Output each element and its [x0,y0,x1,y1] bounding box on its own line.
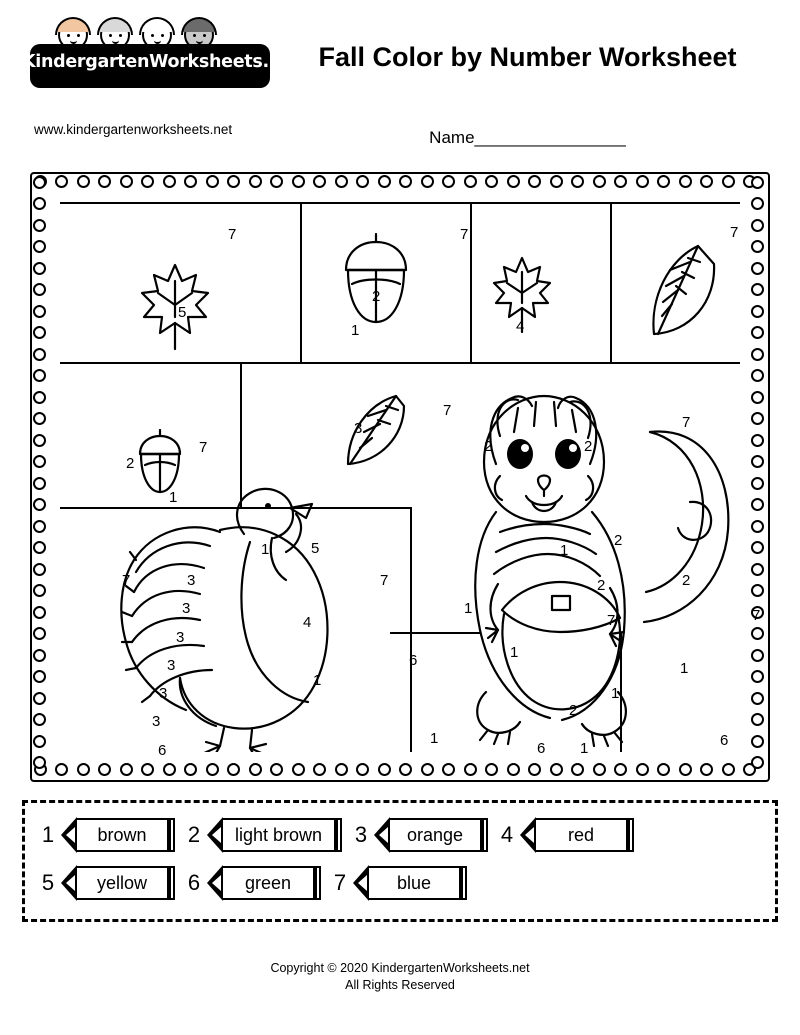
scallop-dot [657,175,670,188]
scallop-dot [751,283,764,296]
scallop-dot [751,541,764,554]
scallop-dot [399,763,412,776]
scallop-dot [313,763,326,776]
legend-number: 7 [333,870,347,895]
scallop-dot [98,175,111,188]
legend-crayon-6 [181,865,321,901]
region-number: 1 [560,542,569,559]
scallop-dot [356,175,369,188]
region-number: 4 [516,318,525,335]
region-number: 7 [607,612,616,629]
scallop-dot [141,175,154,188]
scallop-dot [33,391,46,404]
crayon-tip-icon [353,865,369,901]
region-number: 1 [510,644,519,661]
region-number: 1 [430,730,439,747]
region-number: 1 [351,322,360,339]
crayon-ridges [626,818,634,852]
name-blank[interactable]: ________________ [474,128,626,147]
scallop-dot [33,563,46,576]
crayon-ridges [167,818,175,852]
scallop-dot [700,175,713,188]
scallop-dot [657,763,670,776]
scallop-dot [614,175,627,188]
crayon-tip-icon [374,817,390,853]
region-number: 2 [614,532,623,549]
scallop-dot [751,692,764,705]
scallop-dot [571,175,584,188]
scallop-dot [571,763,584,776]
coloring-area [30,172,770,782]
region-number: 6 [537,740,546,757]
region-number: 7 [752,607,761,624]
scallop-dot [751,434,764,447]
legend-color-name: red [536,818,628,852]
region-number: 7 [228,226,237,243]
scallop-dot [33,219,46,232]
region-number: 3 [159,685,168,702]
region-number: 1 [580,740,589,757]
crayon-tip-inner [212,827,221,843]
region-number: 7 [443,402,452,419]
scallop-dot [751,713,764,726]
region-number: 6 [158,742,167,759]
region-number: 3 [354,420,363,437]
legend-crayon-2 [181,817,342,853]
scallop-dot [700,763,713,776]
fall-illustration [60,202,740,752]
region-number: 3 [152,713,161,730]
crayon-icon [61,865,175,901]
region-number: 7 [122,572,131,589]
region-number: 1 [313,672,322,689]
scallop-dot [751,563,764,576]
crayon-icon [207,817,342,853]
scallop-dot [120,175,133,188]
scallop-dot [227,175,240,188]
scallop-dot [184,175,197,188]
scallop-dot [33,756,46,769]
scallop-dot [270,175,283,188]
scallop-dot [751,670,764,683]
scallop-dot [593,175,606,188]
legend-color-name: yellow [77,866,169,900]
scallop-dot [751,369,764,382]
scallop-dot [464,175,477,188]
region-number: 2 [126,455,135,472]
crayon-icon [353,865,467,901]
crayon-icon [520,817,634,853]
scallop-dot [206,763,219,776]
legend-color-name: green [223,866,315,900]
scallop-dot [421,175,434,188]
scallop-dot [33,240,46,253]
scallop-dot [33,627,46,640]
scallop-dot [33,649,46,662]
scallop-dot [313,175,326,188]
scallop-dot [485,763,498,776]
crayon-icon [61,817,175,853]
scallop-dot [120,763,133,776]
color-key-legend [22,800,778,922]
region-number: 7 [460,226,469,243]
region-number: 5 [311,540,320,557]
scallop-dot [141,763,154,776]
scallop-dot [33,713,46,726]
scallop-dot [249,175,262,188]
scallop-dot [206,175,219,188]
scallop-dot [550,175,563,188]
legend-crayon-5 [35,865,175,901]
legend-number: 1 [41,822,55,847]
scallop-dot [751,240,764,253]
region-number: 7 [380,572,389,589]
legend-crayon-3 [348,817,488,853]
region-number: 7 [199,439,208,456]
scallop-dot [751,498,764,511]
scallop-dot [528,175,541,188]
logo-badge [22,18,301,96]
scallop-dot [33,670,46,683]
scallop-dot [507,175,520,188]
scallop-dot [33,455,46,468]
scallop-dot [33,477,46,490]
scallop-dot [356,763,369,776]
scallop-dot [227,763,240,776]
scallop-dot [184,763,197,776]
crayon-tip-icon [61,817,77,853]
scallop-dot [751,756,764,769]
scallop-dot [751,305,764,318]
scallop-dot [249,763,262,776]
scallop-dot [399,175,412,188]
legend-color-name: blue [369,866,461,900]
region-number: 1 [611,685,620,702]
region-number: 3 [187,572,196,589]
scallop-dot [270,763,283,776]
scallop-dot [751,262,764,275]
crayon-tip-inner [66,875,75,891]
scallop-dot [528,763,541,776]
copyright-text: Copyright © 2020 KindergartenWorksheets.net [270,961,530,975]
scallop-dot [751,197,764,210]
scallop-dot [679,763,692,776]
scallop-dot [55,175,68,188]
scallop-dot [751,326,764,339]
crayon-tip-inner [379,827,388,843]
legend-number: 2 [187,822,201,847]
scallop-dot [77,763,90,776]
crayon-ridge [484,818,488,852]
region-number: 2 [584,438,593,455]
scallop-dot [335,763,348,776]
scallop-dot [421,763,434,776]
legend-number: 5 [41,870,55,895]
scallop-dot [751,412,764,425]
scallop-dot [33,584,46,597]
region-number: 6 [409,652,418,669]
legend-row [35,811,765,859]
scallop-dot [163,763,176,776]
region-number: 3 [167,657,176,674]
scallop-dot [442,763,455,776]
page-header [0,0,800,165]
crayon-tip-inner [212,875,221,891]
scallop-dot [442,175,455,188]
scallop-dot [751,735,764,748]
scallop-dot [593,763,606,776]
crayon-ridge [171,818,175,852]
scallop-dot [33,262,46,275]
page-title: Fall Color by Number Worksheet [318,42,737,72]
scallop-dot [751,584,764,597]
region-number: 2 [569,702,578,719]
scallop-dot [33,348,46,361]
scallop-dot [751,477,764,490]
scallop-dot [292,175,305,188]
legend-row [35,859,765,907]
scallop-dot [378,763,391,776]
crayon-ridges [334,818,342,852]
scallop-dot [550,763,563,776]
scallop-dot [751,391,764,404]
region-number: 1 [680,660,689,677]
scallop-dot [722,175,735,188]
site-url: www.kindergartenworksheets.net [34,122,233,137]
scallop-dot [33,735,46,748]
legend-crayon-4 [494,817,634,853]
scallop-dot [292,763,305,776]
crayon-tip-icon [207,865,223,901]
region-number: 3 [182,600,191,617]
crayon-tip-icon [207,817,223,853]
scallop-dot [33,692,46,705]
crayon-ridge [171,866,175,900]
site-logo[interactable] [22,18,301,96]
region-number: 3 [176,629,185,646]
scallop-dot [751,219,764,232]
crayon-ridges [313,866,321,900]
crayon-ridge [463,866,467,900]
region-number: 7 [682,414,691,431]
scallop-dot [33,326,46,339]
legend-color-name: brown [77,818,169,852]
scallop-dot [751,520,764,533]
region-number: 6 [720,732,729,749]
scallop-dot [33,541,46,554]
crayon-ridges [459,866,467,900]
scallop-dot [636,175,649,188]
scallop-dot [722,763,735,776]
region-number: 7 [730,224,739,241]
crayon-ridge [630,818,634,852]
scallop-dot [464,763,477,776]
region-number: 2 [597,577,606,594]
scallop-dot [33,434,46,447]
legend-color-name: light brown [223,818,336,852]
scallop-dot [636,763,649,776]
legend-number: 3 [354,822,368,847]
scallop-dot [98,763,111,776]
scallop-dot [378,175,391,188]
crayon-ridges [480,818,488,852]
scallop-dot [33,498,46,511]
scallop-dot [33,412,46,425]
scallop-dot [33,606,46,619]
legend-color-name: orange [390,818,482,852]
region-number: 1 [169,489,178,506]
region-number: 1 [261,541,270,558]
scallop-dot [507,763,520,776]
legend-rows [35,811,765,907]
scallop-dot [55,763,68,776]
scallop-dot [751,455,764,468]
legend-crayon-1 [35,817,175,853]
scallop-dot [751,627,764,640]
name-label: Name [429,128,475,147]
crayon-tip-inner [358,875,367,891]
scallop-dot [77,175,90,188]
scallop-dot [33,197,46,210]
crayon-tip-inner [66,827,75,843]
scallop-dot [751,348,764,361]
name-field-line [275,128,780,148]
region-number: 1 [464,600,473,617]
scallop-dot [751,176,764,189]
crayon-tip-inner [525,827,534,843]
color-regions-grid [60,202,761,759]
crayon-tip-icon [61,865,77,901]
region-number: 2 [484,438,493,455]
crayon-ridge [338,818,342,852]
region-number: 4 [303,614,312,631]
region-number: 2 [372,288,381,305]
scallop-dot [33,369,46,382]
scallop-dot [751,649,764,662]
legend-number: 6 [187,870,201,895]
scallop-dot [679,175,692,188]
scallop-dot [485,175,498,188]
scallop-dot [335,175,348,188]
scallop-dot [33,283,46,296]
crayon-icon [207,865,321,901]
scallop-dot [163,175,176,188]
scallop-dot [614,763,627,776]
scallop-dot [33,305,46,318]
crayon-tip-icon [520,817,536,853]
crayon-ridges [167,866,175,900]
region-number: 5 [178,304,187,321]
page-footer [0,960,800,994]
scallop-dot [33,176,46,189]
crayon-ridge [317,866,321,900]
rights-text: All Rights Reserved [345,978,455,992]
legend-crayon-7 [327,865,467,901]
crayon-icon [374,817,488,853]
legend-number: 4 [500,822,514,847]
logo-text: KindergartenWorksheets.net [22,52,301,72]
scallop-dot [33,520,46,533]
region-number: 2 [682,572,691,589]
